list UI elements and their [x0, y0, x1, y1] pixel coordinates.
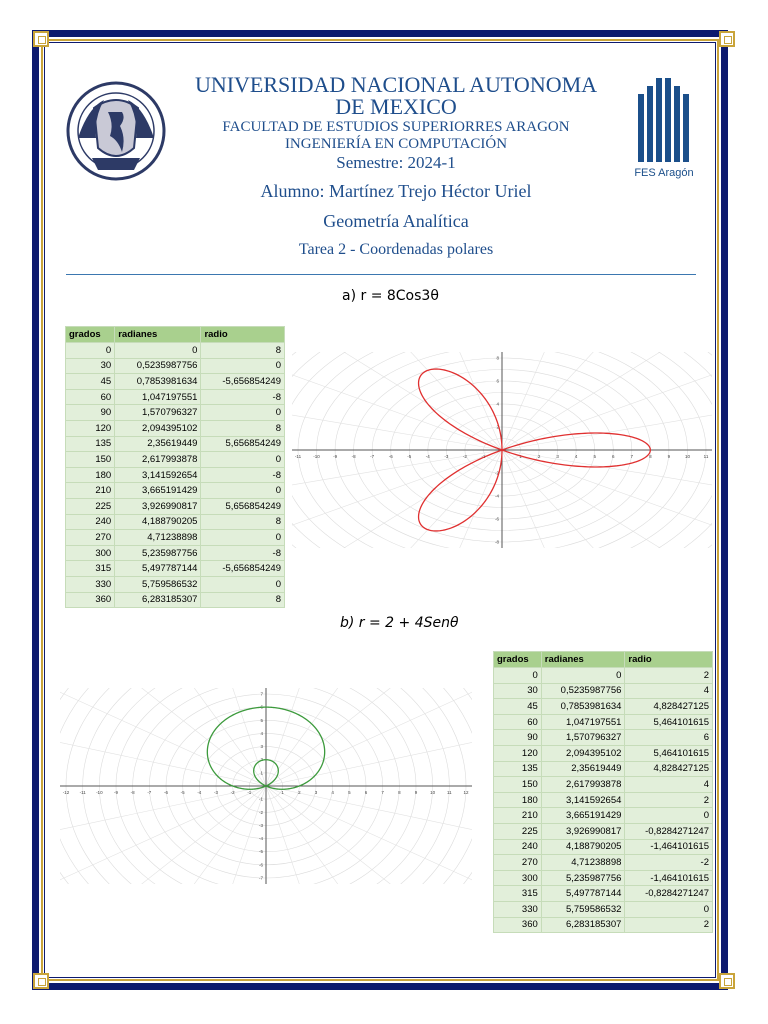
polar-grid-ray — [358, 450, 502, 548]
table-cell: 135 — [66, 436, 115, 452]
table-cell: 30 — [494, 683, 542, 699]
table-cell: 0 — [201, 530, 285, 546]
table-cell: 1,570796327 — [541, 730, 625, 746]
table-cell: 4,828427125 — [625, 761, 713, 777]
table-row — [494, 917, 713, 933]
table-cell: 60 — [494, 714, 542, 730]
x-tick-label: -1 — [247, 790, 252, 795]
polar-grid-ray — [502, 450, 712, 539]
x-tick-label: -8 — [130, 790, 135, 795]
y-tick-label: 8 — [496, 355, 499, 361]
table-cell: 2,094395102 — [115, 420, 201, 436]
x-tick-label: -2 — [230, 790, 235, 795]
table-cell: -8 — [201, 389, 285, 405]
table-cell: 4 — [625, 777, 713, 793]
y-tick-label: 7 — [260, 691, 263, 697]
x-tick-label: -6 — [163, 790, 169, 795]
table-cell: 3,665191429 — [541, 808, 625, 824]
table-row — [494, 745, 713, 761]
y-tick-label: 4 — [496, 401, 499, 407]
table-cell: 4,71238898 — [115, 530, 201, 546]
table-cell: 5,497787144 — [115, 561, 201, 577]
table-cell: 0 — [541, 668, 625, 684]
table-cell: 6,283185307 — [115, 592, 201, 608]
x-tick-label: 5 — [348, 790, 351, 795]
table-cell: 8 — [201, 343, 285, 359]
polar-grid-ray — [502, 352, 712, 450]
table-cell: 330 — [66, 576, 115, 592]
header-divider — [66, 274, 696, 275]
x-tick-label: -9 — [333, 454, 338, 459]
table-row — [494, 901, 713, 917]
table-cell: 240 — [494, 839, 542, 855]
x-tick-label: 2 — [298, 790, 301, 795]
table-cell: 3,141592654 — [115, 467, 201, 483]
polar-grid-ray — [502, 450, 712, 548]
y-tick-label: 2 — [260, 757, 263, 763]
table-cell: 135 — [494, 761, 542, 777]
assignment-title: Tarea 2 - Coordenadas polares — [298, 241, 494, 258]
polar-grid-ray — [502, 450, 712, 548]
x-tick-label: -7 — [370, 454, 375, 459]
table-cell: 4,188790205 — [115, 514, 201, 530]
table-cell: 150 — [494, 777, 542, 793]
table-cell: 5,656854249 — [201, 436, 285, 452]
border-corner-ornament — [33, 973, 49, 989]
polar-grid-ray — [292, 352, 502, 450]
university-title: UNIVERSIDAD NACIONAL AUTONOMA DE MEXICO — [194, 72, 598, 119]
border-corner-ornament — [719, 973, 735, 989]
x-tick-label: 7 — [630, 454, 634, 459]
table-cell: 3,926990817 — [115, 498, 201, 514]
table-cell: 225 — [494, 823, 542, 839]
table-row — [494, 668, 713, 684]
table-cell: -5,656854249 — [201, 374, 285, 390]
unam-seal-logo — [64, 78, 168, 184]
x-tick-label: -11 — [79, 790, 86, 795]
column-header: radio — [201, 327, 285, 343]
table-cell: 5,759586532 — [541, 901, 625, 917]
polar-grid-ray — [60, 688, 266, 786]
table-row — [66, 452, 285, 468]
table-cell: 240 — [66, 514, 115, 530]
table-row — [494, 730, 713, 746]
table-cell: 180 — [66, 467, 115, 483]
border-corner-ornament — [33, 31, 49, 47]
table-cell: 2,617993878 — [541, 777, 625, 793]
table-cell: -0,8284271247 — [625, 886, 713, 902]
table-cell: 120 — [494, 745, 542, 761]
polar-grid-ray — [502, 361, 712, 450]
table-row — [494, 823, 713, 839]
table-cell: 45 — [494, 699, 542, 715]
x-tick-label: 11 — [703, 454, 709, 459]
table-cell: 0 — [201, 358, 285, 374]
x-tick-label: -10 — [313, 454, 320, 459]
table-cell: 180 — [494, 792, 542, 808]
polar-grid-ray — [502, 450, 712, 548]
table-cell: 8 — [201, 592, 285, 608]
problem-a-polar-graph — [292, 352, 712, 548]
table-cell: -8 — [201, 467, 285, 483]
problem-a-table — [65, 326, 285, 608]
table-cell: 225 — [66, 498, 115, 514]
polar-grid-ray — [502, 352, 712, 450]
table-row — [66, 592, 285, 608]
x-tick-label: 5 — [593, 454, 596, 459]
polar-grid-ray — [292, 450, 502, 548]
table-cell: 60 — [66, 389, 115, 405]
table-cell: 0 — [66, 343, 115, 359]
polar-grid-ray — [266, 786, 472, 884]
table-cell: -0,8284271247 — [625, 823, 713, 839]
table-cell: 5,464101615 — [625, 745, 713, 761]
career-title: INGENIERÍA EN COMPUTACIÓN — [284, 136, 508, 152]
student-name: Alumno: Martínez Trejo Héctor Uriel — [260, 181, 532, 201]
y-tick-label: -6 — [494, 516, 499, 522]
table-cell: 5,759586532 — [115, 576, 201, 592]
table-cell: 315 — [494, 886, 542, 902]
table-row — [494, 683, 713, 699]
table-cell: 315 — [66, 561, 115, 577]
y-tick-label: -7 — [258, 875, 263, 881]
table-row — [494, 761, 713, 777]
table-cell: 360 — [494, 917, 542, 933]
faculty-title: FACULTAD DE ESTUDIOS SUPERIORRES ARAGON — [222, 119, 570, 135]
polar-grid-ray — [292, 450, 502, 548]
table-row — [66, 545, 285, 561]
table-row — [494, 792, 713, 808]
table-cell: 0 — [201, 576, 285, 592]
x-tick-label: 2 — [537, 454, 541, 459]
polar-grid-ray — [266, 688, 395, 786]
table-row — [494, 870, 713, 886]
polar-grid-ray — [502, 352, 712, 450]
table-header-row — [66, 327, 285, 343]
x-tick-label: -10 — [96, 790, 103, 795]
table-cell: 2,35619449 — [541, 761, 625, 777]
table-cell: -1,464101615 — [625, 870, 713, 886]
polar-grid-ray — [292, 352, 502, 450]
x-tick-label: 3 — [556, 454, 559, 459]
x-tick-label: -1 — [481, 454, 486, 459]
table-cell: 2 — [625, 917, 713, 933]
x-tick-label: 8 — [398, 790, 401, 795]
x-tick-label: -12 — [62, 790, 70, 795]
table-row — [66, 561, 285, 577]
table-row — [66, 405, 285, 421]
y-tick-label: -2 — [258, 809, 263, 815]
y-tick-label: 4 — [260, 730, 263, 736]
table-row — [494, 886, 713, 902]
table-cell: 90 — [66, 405, 115, 421]
x-tick-label: -5 — [407, 454, 412, 459]
semester-label: Semestre: 2024-1 — [336, 153, 456, 172]
x-tick-label: 1 — [519, 454, 522, 459]
polar-grid-ray — [266, 786, 472, 884]
table-row — [66, 514, 285, 530]
y-tick-label: 2 — [496, 424, 499, 430]
y-tick-label: 5 — [260, 717, 263, 723]
y-tick-label: -5 — [258, 849, 263, 855]
column-header: radio — [625, 652, 713, 668]
table-cell: 0 — [201, 452, 285, 468]
table-row — [66, 389, 285, 405]
border-corner-ornament — [719, 31, 735, 47]
table-cell: 0 — [625, 808, 713, 824]
x-tick-label: -2 — [462, 454, 467, 459]
y-tick-label: -3 — [258, 822, 263, 828]
table-row — [494, 808, 713, 824]
x-tick-label: 3 — [314, 790, 318, 795]
x-tick-label: -11 — [294, 454, 302, 459]
table-row — [494, 699, 713, 715]
x-tick-label: 4 — [331, 790, 334, 795]
fes-aragon-logo — [628, 72, 700, 182]
table-cell: 300 — [66, 545, 115, 561]
table-cell: 2 — [625, 792, 713, 808]
y-tick-label: -4 — [258, 836, 263, 842]
column-header: radianes — [541, 652, 625, 668]
table-row — [494, 777, 713, 793]
polar-grid-ray — [60, 786, 266, 884]
x-tick-label: -5 — [180, 790, 185, 795]
polar-grid-ray — [60, 688, 266, 786]
table-cell: 120 — [66, 420, 115, 436]
table-row — [494, 839, 713, 855]
table-cell: 5,235987756 — [115, 545, 201, 561]
fes-aragon-logo-text: FES Aragón — [634, 167, 694, 179]
polar-grid-ray — [266, 786, 472, 884]
column-header: grados — [66, 327, 115, 343]
table-cell: 5,497787144 — [541, 886, 625, 902]
y-tick-label: -4 — [494, 493, 499, 499]
table-cell: -5,656854249 — [201, 561, 285, 577]
table-cell: 0 — [494, 668, 542, 684]
table-row — [66, 374, 285, 390]
polar-grid-ray — [266, 786, 472, 884]
x-tick-label: -7 — [147, 790, 152, 795]
problem-a-label: a) r = 8Cos3θ — [342, 288, 439, 304]
polar-grid-ray — [292, 450, 502, 548]
polar-grid-ray — [137, 786, 266, 884]
polar-grid-ray — [60, 688, 266, 786]
y-tick-label: 6 — [496, 378, 499, 384]
table-cell: -2 — [625, 855, 713, 871]
polar-grid-ray — [358, 352, 502, 450]
x-tick-label: -9 — [113, 790, 119, 795]
table-cell: 210 — [494, 808, 542, 824]
x-tick-label: 6 — [364, 790, 368, 795]
x-tick-label: 1 — [281, 790, 284, 795]
table-cell: 0,5235987756 — [541, 683, 625, 699]
table-cell: 6 — [625, 730, 713, 746]
table-cell: 150 — [66, 452, 115, 468]
table-cell: 0,7853981634 — [115, 374, 201, 390]
table-row — [494, 855, 713, 871]
table-row — [494, 714, 713, 730]
x-tick-label: 6 — [612, 454, 615, 459]
x-tick-label: -4 — [425, 454, 430, 459]
table-cell: 8 — [201, 420, 285, 436]
x-tick-label: 7 — [381, 790, 384, 795]
table-row — [66, 436, 285, 452]
table-row — [66, 498, 285, 514]
y-tick-label: 3 — [260, 744, 263, 750]
table-cell: 5,656854249 — [201, 498, 285, 514]
table-cell: 0 — [625, 901, 713, 917]
x-tick-label: 10 — [684, 454, 690, 459]
subject-name: Geometría Analítica — [323, 211, 469, 231]
table-cell: 6,283185307 — [541, 917, 625, 933]
x-tick-label: 9 — [414, 790, 418, 795]
polar-grid-ray — [266, 688, 472, 786]
polar-grid-ray — [266, 688, 472, 786]
problem-b-label: b) r = 2 + 4Senθ — [340, 615, 459, 631]
table-cell: 360 — [66, 592, 115, 608]
table-row — [66, 358, 285, 374]
table-cell: 1,047197551 — [541, 714, 625, 730]
table-cell: 2,094395102 — [541, 745, 625, 761]
column-header: grados — [494, 652, 542, 668]
column-header: radianes — [115, 327, 201, 343]
table-cell: 0,5235987756 — [115, 358, 201, 374]
table-cell: 3,141592654 — [541, 792, 625, 808]
polar-grid-ray — [60, 688, 266, 786]
polar-grid-ray — [266, 688, 472, 786]
table-cell: 4 — [625, 683, 713, 699]
x-tick-label: 4 — [574, 454, 578, 459]
table-header-row — [494, 652, 713, 668]
table-cell: 0 — [201, 483, 285, 499]
table-cell: -1,464101615 — [625, 839, 713, 855]
table-cell: 5,235987756 — [541, 870, 625, 886]
x-tick-label: 9 — [667, 454, 671, 459]
table-row — [66, 530, 285, 546]
x-tick-label: -3 — [213, 790, 219, 795]
problem-b-table — [493, 651, 713, 933]
y-tick-label: 1 — [260, 770, 263, 776]
x-tick-label: -8 — [351, 454, 356, 459]
polar-grid-ray — [292, 352, 502, 450]
table-cell: 4,188790205 — [541, 839, 625, 855]
table-cell: 300 — [494, 870, 542, 886]
table-row — [66, 483, 285, 499]
problem-b-polar-graph — [60, 688, 472, 884]
polar-grid-ray — [266, 688, 472, 786]
table-cell: 0 — [115, 343, 201, 359]
table-cell: 45 — [66, 374, 115, 390]
table-cell: 1,047197551 — [115, 389, 201, 405]
table-cell: 3,665191429 — [115, 483, 201, 499]
x-tick-label: 12 — [463, 790, 469, 795]
table-cell: 30 — [66, 358, 115, 374]
table-cell: 2,35619449 — [115, 436, 201, 452]
x-tick-label: -4 — [197, 790, 202, 795]
x-tick-label: 8 — [649, 454, 652, 459]
table-cell: 210 — [66, 483, 115, 499]
table-cell: 8 — [201, 514, 285, 530]
table-cell: 1,570796327 — [115, 405, 201, 421]
y-tick-label: -8 — [494, 539, 499, 545]
table-cell: 2,617993878 — [115, 452, 201, 468]
y-tick-label: -6 — [258, 862, 263, 868]
polar-grid-ray — [266, 786, 395, 884]
table-cell: 0 — [201, 405, 285, 421]
table-cell: 5,464101615 — [625, 714, 713, 730]
table-cell: 0,7853981634 — [541, 699, 625, 715]
polar-grid-ray — [60, 786, 266, 884]
table-row — [66, 343, 285, 359]
y-tick-label: 6 — [260, 704, 263, 710]
polar-grid-ray — [60, 786, 266, 884]
y-tick-label: -1 — [258, 796, 263, 802]
x-tick-label: -6 — [388, 454, 393, 459]
table-cell: -8 — [201, 545, 285, 561]
table-cell: 4,71238898 — [541, 855, 625, 871]
x-tick-label: 10 — [430, 790, 436, 795]
polar-grid-ray — [60, 786, 266, 884]
table-cell: 90 — [494, 730, 542, 746]
x-tick-label: -3 — [444, 454, 449, 459]
polar-grid-ray — [137, 688, 266, 786]
table-cell: 270 — [494, 855, 542, 871]
table-row — [66, 420, 285, 436]
x-tick-label: 11 — [446, 790, 452, 795]
table-cell: 3,926990817 — [541, 823, 625, 839]
table-cell: 270 — [66, 530, 115, 546]
y-tick-label: -2 — [494, 470, 499, 476]
table-cell: 4,828427125 — [625, 699, 713, 715]
table-cell: 330 — [494, 901, 542, 917]
table-row — [66, 576, 285, 592]
table-row — [66, 467, 285, 483]
table-cell: 2 — [625, 668, 713, 684]
